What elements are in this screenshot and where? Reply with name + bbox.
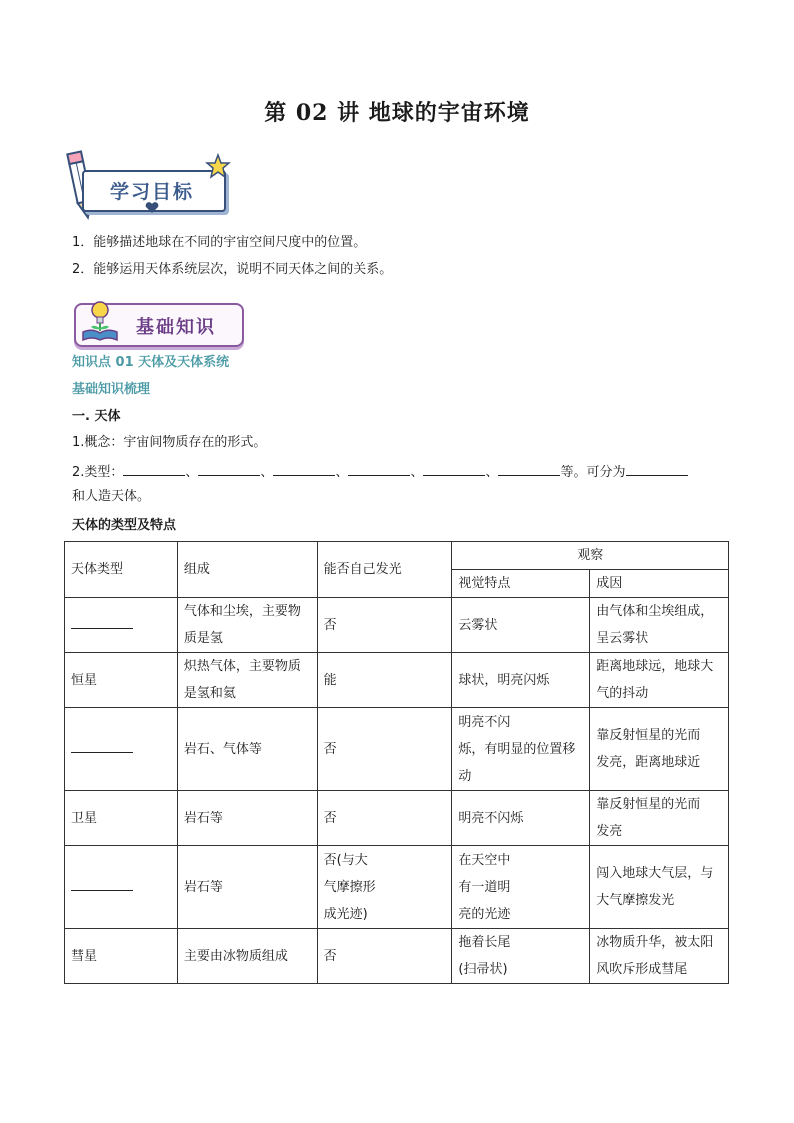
header-cause: 成因 — [590, 570, 729, 598]
table-row — [65, 791, 729, 846]
cell-visual: 拖着长尾 (扫帚状) — [452, 929, 590, 984]
learning-goal-label: 学习目标 — [110, 181, 195, 203]
cell-composition: 岩石等 — [177, 846, 317, 929]
table-row — [65, 708, 729, 791]
heart-icon — [145, 202, 159, 214]
fill-blank[interactable] — [498, 461, 560, 476]
types-suffix: 等。可分为 — [560, 465, 626, 480]
separator: 、 — [410, 465, 424, 480]
fill-blank[interactable] — [348, 461, 410, 476]
cell-visual: 明亮不闪烁 — [452, 791, 590, 846]
cell-composition: 岩石、气体等 — [177, 708, 317, 791]
cell-visual: 明亮不闪 烁，有明显的位置移 动 — [452, 708, 590, 791]
cell-luminous: 否(与大 气摩擦形 成光迹) — [317, 846, 452, 929]
cell-cause: 由气体和尘埃组成， 呈云雾状 — [590, 598, 729, 653]
objective-1: 1．能够描述地球在不同的宇宙空间尺度中的位置。 — [72, 235, 367, 250]
separator: 、 — [485, 465, 499, 480]
concept-line: 1.概念：宇宙间物质存在的形式。 — [72, 435, 267, 450]
fill-blank[interactable] — [71, 738, 133, 753]
cell-type: 卫星 — [65, 791, 178, 846]
cell-cause: 靠反射恒星的光而 发亮 — [590, 791, 729, 846]
table-row — [65, 929, 729, 984]
objective-2: 2．能够运用天体系统层次，说明不同天体之间的关系。 — [72, 262, 393, 277]
fill-blank[interactable] — [273, 461, 335, 476]
cell-type: 恒星 — [65, 653, 178, 708]
cell-cause: 距离地球远，地球大 气的抖动 — [590, 653, 729, 708]
types-line — [72, 461, 732, 483]
header-type: 天体类型 — [65, 542, 178, 598]
header-luminous: 能否自己发光 — [317, 542, 452, 598]
section-title: 一. 天体 — [72, 409, 121, 424]
separator: 、 — [260, 465, 274, 480]
celestial-body-table — [64, 541, 729, 984]
cell-visual: 球状，明亮闪烁 — [452, 653, 590, 708]
knowledge-point-heading: 知识点 01 天体及天体系统 — [72, 355, 230, 370]
cell-type[interactable] — [65, 708, 178, 791]
table-row — [65, 598, 729, 653]
fill-blank[interactable] — [423, 461, 485, 476]
star-icon — [205, 153, 231, 179]
types-end: 和人造天体。 — [72, 489, 151, 504]
cell-composition: 炽热气体，主要物质 是氢和氦 — [177, 653, 317, 708]
cell-cause: 冰物质升华，被太阳 风吹斥形成彗尾 — [590, 929, 729, 984]
fill-blank[interactable] — [626, 461, 688, 476]
table-row — [65, 846, 729, 929]
fill-blank[interactable] — [123, 461, 185, 476]
page-title: 第 02 讲 地球的宇宙环境 — [264, 100, 530, 126]
separator: 、 — [335, 465, 349, 480]
cell-composition: 气体和尘埃，主要物 质是氢 — [177, 598, 317, 653]
header-visual: 视觉特点 — [452, 570, 590, 598]
table-title: 天体的类型及特点 — [72, 518, 177, 533]
cell-visual: 云雾状 — [452, 598, 590, 653]
separator: 、 — [185, 465, 199, 480]
types-prefix: 2.类型： — [72, 465, 124, 480]
basic-knowledge-label: 基础知识 — [136, 317, 216, 338]
fill-blank[interactable] — [198, 461, 260, 476]
cell-visual: 在天空中 有一道明 亮的光迹 — [452, 846, 590, 929]
cell-type: 彗星 — [65, 929, 178, 984]
cell-luminous: 能 — [317, 653, 452, 708]
cell-composition: 主要由冰物质组成 — [177, 929, 317, 984]
header-composition: 组成 — [177, 542, 317, 598]
cell-luminous: 否 — [317, 929, 452, 984]
cell-cause: 闯入地球大气层，与 大气摩擦发光 — [590, 846, 729, 929]
book-bulb-icon — [80, 298, 120, 342]
header-observe: 观察 — [452, 542, 729, 570]
cell-cause: 靠反射恒星的光而 发亮，距离地球近 — [590, 708, 729, 791]
cell-type[interactable] — [65, 846, 178, 929]
cell-luminous: 否 — [317, 791, 452, 846]
fill-blank[interactable] — [71, 876, 133, 891]
table-row — [65, 653, 729, 708]
cell-composition: 岩石等 — [177, 791, 317, 846]
cell-luminous: 否 — [317, 708, 452, 791]
cell-luminous: 否 — [317, 598, 452, 653]
cell-type[interactable] — [65, 598, 178, 653]
sub-heading: 基础知识梳理 — [72, 382, 151, 397]
fill-blank[interactable] — [71, 614, 133, 629]
